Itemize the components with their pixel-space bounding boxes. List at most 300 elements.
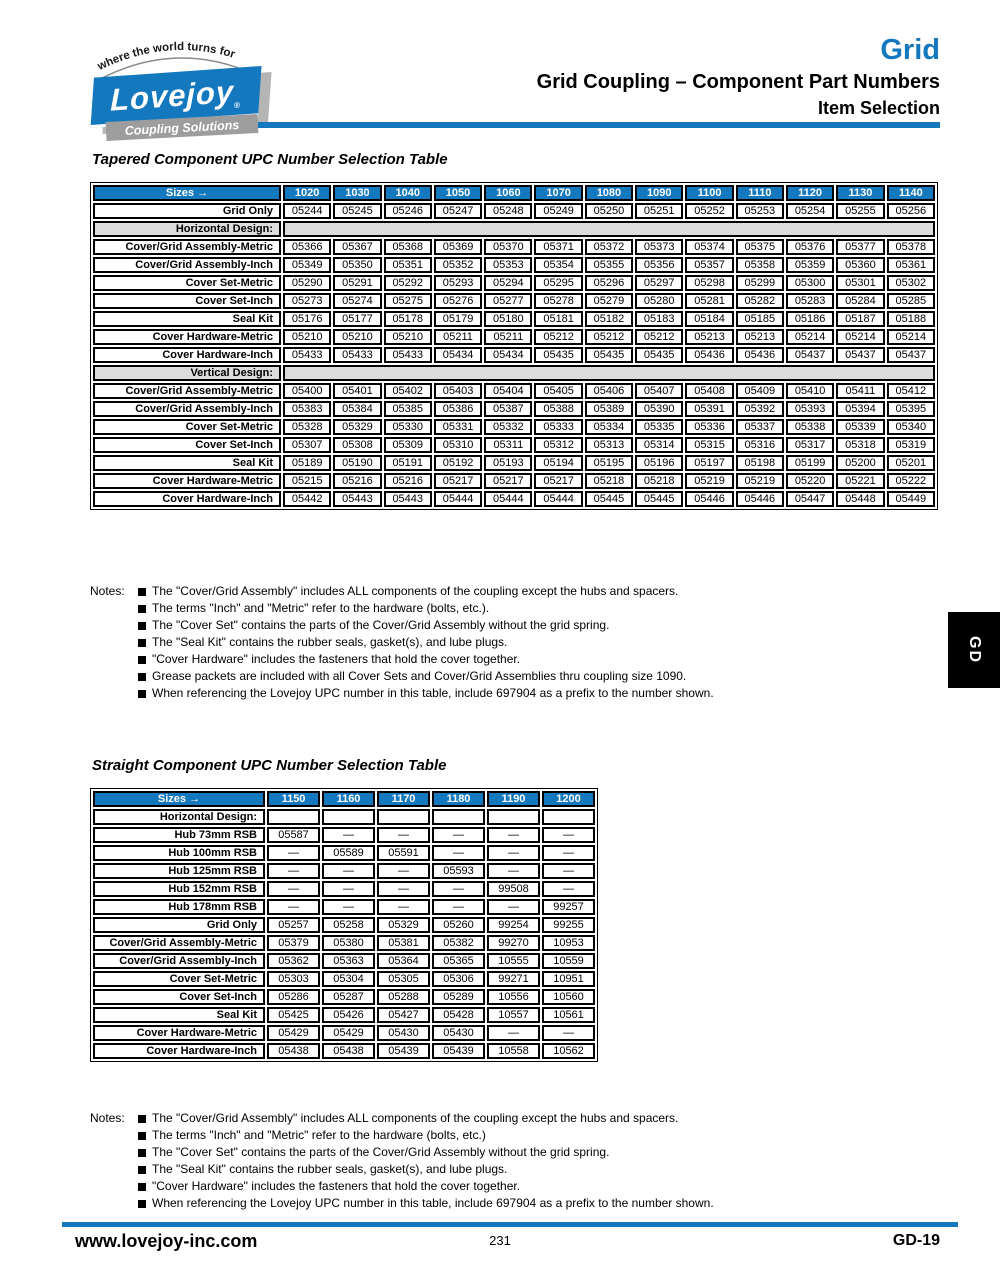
upc-cell: 05291	[333, 275, 381, 291]
upc-cell: 05305	[377, 971, 430, 987]
table-row	[93, 383, 935, 399]
row-label: Cover Hardware-Inch	[93, 1043, 265, 1059]
upc-cell: 05429	[267, 1025, 320, 1041]
upc-cell: 05349	[283, 257, 331, 273]
upc-cell: 05285	[887, 293, 935, 309]
size-column-header: 1180	[432, 791, 485, 807]
upc-cell: 05182	[585, 311, 633, 327]
upc-cell: 05273	[283, 293, 331, 309]
upc-cell: 10556	[487, 989, 540, 1005]
upc-cell: 05299	[736, 275, 784, 291]
square-bullet-icon	[138, 673, 146, 681]
upc-cell: 05587	[267, 827, 320, 843]
upc-cell: 05363	[322, 953, 375, 969]
upc-cell: 05433	[384, 347, 432, 363]
upc-cell: 05316	[736, 437, 784, 453]
upc-cell: 05256	[887, 203, 935, 219]
upc-cell: 05308	[333, 437, 381, 453]
square-bullet-icon	[138, 1200, 146, 1208]
note-item	[138, 1110, 714, 1127]
upc-cell: 05442	[283, 491, 331, 507]
upc-cell: 05447	[786, 491, 834, 507]
row-label: Seal Kit	[93, 455, 281, 471]
upc-cell: —	[487, 1025, 540, 1041]
upc-cell: —	[267, 845, 320, 861]
note-text: The terms "Inch" and "Metric" refer to the hardware (bolts, etc.)	[152, 1128, 486, 1142]
upc-cell: 05390	[635, 401, 683, 417]
upc-cell: 05369	[434, 239, 482, 255]
upc-cell: 05438	[322, 1043, 375, 1059]
upc-cell: 10953	[542, 935, 595, 951]
upc-cell: 05214	[786, 329, 834, 345]
upc-cell: 05351	[384, 257, 432, 273]
table-row	[93, 899, 595, 915]
upc-cell: 05359	[786, 257, 834, 273]
tapered-notes	[90, 583, 714, 702]
upc-cell: 05434	[434, 347, 482, 363]
row-label: Cover/Grid Assembly-Metric	[93, 239, 281, 255]
row-label: Hub 178mm RSB	[93, 899, 265, 915]
upc-cell: 05446	[736, 491, 784, 507]
note-item	[138, 617, 714, 634]
upc-cell: 05436	[685, 347, 733, 363]
upc-cell: 05449	[887, 491, 935, 507]
upc-cell: 05200	[836, 455, 884, 471]
table-row	[93, 329, 935, 345]
upc-cell: 05439	[377, 1043, 430, 1059]
upc-cell: 05373	[635, 239, 683, 255]
upc-cell: 05409	[736, 383, 784, 399]
note-text: The "Cover Set" contains the parts of the Cover/Grid Assembly without the grid spring.	[152, 618, 610, 632]
table-row	[93, 845, 595, 861]
upc-cell: 05217	[434, 473, 482, 489]
upc-cell	[432, 809, 485, 825]
row-label: Cover/Grid Assembly-Metric	[93, 383, 281, 399]
upc-cell: 05375	[736, 239, 784, 255]
upc-cell: 05300	[786, 275, 834, 291]
upc-cell: 05319	[887, 437, 935, 453]
table-row	[93, 275, 935, 291]
row-label: Cover Set-Metric	[93, 275, 281, 291]
row-label: Hub 100mm RSB	[93, 845, 265, 861]
table-row	[93, 257, 935, 273]
row-label: Cover Hardware-Metric	[93, 473, 281, 489]
upc-cell: 05219	[736, 473, 784, 489]
upc-cell: 05219	[685, 473, 733, 489]
upc-cell: 99257	[542, 899, 595, 915]
footer-page-code: GD-19	[892, 1232, 940, 1249]
upc-table	[90, 788, 598, 1062]
upc-cell: 05249	[534, 203, 582, 219]
upc-cell: 05427	[377, 1007, 430, 1023]
upc-cell: 05444	[434, 491, 482, 507]
upc-cell: 05328	[283, 419, 331, 435]
table-row	[93, 311, 935, 327]
upc-cell: 05407	[635, 383, 683, 399]
upc-cell: 05284	[836, 293, 884, 309]
upc-cell: 05381	[377, 935, 430, 951]
upc-cell: 05430	[432, 1025, 485, 1041]
upc-cell: —	[432, 899, 485, 915]
square-bullet-icon	[138, 656, 146, 664]
upc-cell: 05380	[322, 935, 375, 951]
square-bullet-icon	[138, 622, 146, 630]
size-column-header: 1160	[322, 791, 375, 807]
straight-upc-table	[90, 788, 598, 1062]
note-item	[138, 651, 714, 668]
size-column-header: 1020	[283, 185, 331, 201]
upc-cell: 05377	[836, 239, 884, 255]
upc-cell: 05443	[333, 491, 381, 507]
upc-cell: 05353	[484, 257, 532, 273]
note-text: "Cover Hardware" includes the fasteners that hold the cover together.	[152, 1179, 521, 1193]
upc-cell: 05194	[534, 455, 582, 471]
upc-cell: 05252	[685, 203, 733, 219]
upc-cell: 05217	[484, 473, 532, 489]
sizes-header-cell: Sizes →	[93, 791, 265, 807]
upc-cell: 05253	[736, 203, 784, 219]
footer-page-number: 231	[489, 1233, 511, 1248]
upc-cell: 05301	[836, 275, 884, 291]
upc-cell: 05318	[836, 437, 884, 453]
upc-cell: 05446	[685, 491, 733, 507]
note-text: The "Cover/Grid Assembly" includes ALL components of the coupling except the hubs and spacers.	[152, 1111, 679, 1125]
upc-cell: 05355	[585, 257, 633, 273]
upc-cell: 05186	[786, 311, 834, 327]
logo-brand-text: Lovejoy®	[110, 73, 242, 118]
upc-cell: 05286	[267, 989, 320, 1005]
table-row	[93, 917, 595, 933]
upc-cell: 10555	[487, 953, 540, 969]
logo-tagline-top: where the world turns for	[95, 40, 237, 73]
upc-cell: 05385	[384, 401, 432, 417]
row-label: Cover Hardware-Inch	[93, 347, 281, 363]
upc-cell: 05378	[887, 239, 935, 255]
note-text: The "Seal Kit" contains the rubber seals, gasket(s), and lube plugs.	[152, 1162, 508, 1176]
upc-cell: 05312	[534, 437, 582, 453]
square-bullet-icon	[138, 1183, 146, 1191]
upc-cell: 05274	[333, 293, 381, 309]
table-row	[93, 989, 595, 1005]
upc-cell: 05250	[585, 203, 633, 219]
upc-cell: 05362	[267, 953, 320, 969]
upc-cell: 99255	[542, 917, 595, 933]
upc-cell: 05313	[585, 437, 633, 453]
upc-cell: —	[487, 863, 540, 879]
upc-cell: 05411	[836, 383, 884, 399]
upc-cell: 05216	[384, 473, 432, 489]
upc-cell: 05386	[434, 401, 482, 417]
size-column-header: 1050	[434, 185, 482, 201]
upc-cell: 05430	[377, 1025, 430, 1041]
upc-cell: 05334	[585, 419, 633, 435]
square-bullet-icon	[138, 605, 146, 613]
upc-cell: 05212	[585, 329, 633, 345]
table-row	[93, 347, 935, 363]
size-column-header: 1130	[836, 185, 884, 201]
table-row	[93, 401, 935, 417]
upc-cell: 05434	[484, 347, 532, 363]
table-row	[93, 293, 935, 309]
square-bullet-icon	[138, 639, 146, 647]
table-row	[93, 455, 935, 471]
table-row	[93, 863, 595, 879]
row-label: Cover Hardware-Metric	[93, 1025, 265, 1041]
upc-cell: 05401	[333, 383, 381, 399]
upc-cell: 05218	[635, 473, 683, 489]
upc-cell: —	[377, 899, 430, 915]
upc-cell: 05589	[322, 845, 375, 861]
row-label: Horizontal Design:	[93, 809, 265, 825]
upc-cell: 05428	[432, 1007, 485, 1023]
upc-cell: 05214	[887, 329, 935, 345]
upc-cell: —	[432, 881, 485, 897]
upc-cell: 10559	[542, 953, 595, 969]
upc-cell: —	[432, 827, 485, 843]
row-label: Cover Hardware-Metric	[93, 329, 281, 345]
square-bullet-icon	[138, 1149, 146, 1157]
note-item	[138, 1127, 714, 1144]
upc-cell: 05183	[635, 311, 683, 327]
upc-cell: 05282	[736, 293, 784, 309]
logo-tagline-bottom: Coupling Solutions	[124, 117, 240, 138]
note-item	[138, 600, 714, 617]
header-category: Grid	[880, 34, 940, 66]
upc-cell: 05350	[333, 257, 381, 273]
row-label: Hub 152mm RSB	[93, 881, 265, 897]
upc-cell: 05177	[333, 311, 381, 327]
upc-cell: 05298	[685, 275, 733, 291]
table-row	[93, 203, 935, 219]
upc-cell	[487, 809, 540, 825]
square-bullet-icon	[138, 690, 146, 698]
upc-cell: 05201	[887, 455, 935, 471]
table-row	[93, 1043, 595, 1059]
upc-cell: 10951	[542, 971, 595, 987]
upc-cell: 05387	[484, 401, 532, 417]
table-row	[93, 239, 935, 255]
tapered-table-title: Tapered Component UPC Number Selection Table	[92, 151, 448, 168]
upc-cell: 05189	[283, 455, 331, 471]
upc-cell: 05357	[685, 257, 733, 273]
upc-cell: 05304	[322, 971, 375, 987]
table-row	[93, 935, 595, 951]
upc-cell: 05193	[484, 455, 532, 471]
upc-cell: 05302	[887, 275, 935, 291]
upc-cell: 05352	[434, 257, 482, 273]
upc-cell: 05245	[333, 203, 381, 219]
upc-cell: 05412	[887, 383, 935, 399]
note-item	[138, 1144, 714, 1161]
upc-cell: 05179	[434, 311, 482, 327]
upc-cell: 05437	[836, 347, 884, 363]
note-text: The terms "Inch" and "Metric" refer to the hardware (bolts, etc.).	[152, 601, 490, 615]
upc-cell: 05196	[635, 455, 683, 471]
upc-cell: —	[322, 899, 375, 915]
upc-cell: 05297	[635, 275, 683, 291]
upc-cell: 05294	[484, 275, 532, 291]
row-label: Hub 73mm RSB	[93, 827, 265, 843]
upc-cell: 05332	[484, 419, 532, 435]
row-label: Cover Set-Inch	[93, 437, 281, 453]
upc-table	[90, 182, 938, 510]
table-row	[93, 365, 935, 381]
upc-cell: 05436	[736, 347, 784, 363]
size-column-header: 1080	[585, 185, 633, 201]
upc-cell: 05217	[534, 473, 582, 489]
upc-cell: 05212	[534, 329, 582, 345]
row-label: Cover/Grid Assembly-Inch	[93, 401, 281, 417]
upc-cell: —	[322, 863, 375, 879]
upc-cell: 05292	[384, 275, 432, 291]
upc-cell: 05376	[786, 239, 834, 255]
upc-cell: 05210	[333, 329, 381, 345]
note-text: The "Cover/Grid Assembly" includes ALL components of the coupling except the hubs and spacers.	[152, 584, 679, 598]
note-text: Grease packets are included with all Cover Sets and Cover/Grid Assemblies thru coupling size 1090.	[152, 669, 687, 683]
upc-cell: 05295	[534, 275, 582, 291]
size-column-header: 1110	[736, 185, 784, 201]
note-item	[138, 583, 714, 600]
upc-cell: 10558	[487, 1043, 540, 1059]
upc-cell: 05448	[836, 491, 884, 507]
upc-cell: 05289	[432, 989, 485, 1005]
upc-cell: —	[542, 881, 595, 897]
upc-cell: 05435	[635, 347, 683, 363]
table-row	[93, 809, 595, 825]
upc-cell: 05365	[432, 953, 485, 969]
row-label: Cover Set-Metric	[93, 971, 265, 987]
section-edge-tab-label: GD	[966, 636, 983, 664]
registered-mark: ®	[234, 99, 242, 110]
upc-cell: 05437	[887, 347, 935, 363]
upc-cell	[267, 809, 320, 825]
upc-cell: 05191	[384, 455, 432, 471]
size-column-header: 1170	[377, 791, 430, 807]
upc-cell	[322, 809, 375, 825]
upc-cell: 05402	[384, 383, 432, 399]
upc-cell: 05388	[534, 401, 582, 417]
upc-cell: 05439	[432, 1043, 485, 1059]
upc-cell: 05405	[534, 383, 582, 399]
upc-cell: 05445	[585, 491, 633, 507]
upc-cell: 05246	[384, 203, 432, 219]
upc-cell: 05336	[685, 419, 733, 435]
upc-cell: 05443	[384, 491, 432, 507]
upc-cell: 10562	[542, 1043, 595, 1059]
table-row	[93, 1007, 595, 1023]
upc-cell	[377, 809, 430, 825]
upc-cell: 05303	[267, 971, 320, 987]
size-column-header: 1190	[487, 791, 540, 807]
upc-cell: 05361	[887, 257, 935, 273]
upc-cell: 05288	[377, 989, 430, 1005]
upc-cell: 05426	[322, 1007, 375, 1023]
upc-cell: —	[377, 863, 430, 879]
upc-cell: 05296	[585, 275, 633, 291]
upc-cell: 05222	[887, 473, 935, 489]
upc-cell: 05330	[384, 419, 432, 435]
upc-cell: 05315	[685, 437, 733, 453]
note-text: "Cover Hardware" includes the fasteners that hold the cover together.	[152, 652, 521, 666]
upc-cell: 05254	[786, 203, 834, 219]
note-text: When referencing the Lovejoy UPC number in this table, include 697904 as a prefix to the number shown.	[152, 686, 714, 700]
upc-cell: 05310	[434, 437, 482, 453]
page-title: Grid Coupling – Component Part Numbers	[536, 71, 940, 93]
note-item	[138, 685, 714, 702]
note-item	[138, 668, 714, 685]
row-label: Vertical Design:	[93, 365, 281, 381]
row-label: Hub 125mm RSB	[93, 863, 265, 879]
note-text: The "Seal Kit" contains the rubber seals, gasket(s), and lube plugs.	[152, 635, 508, 649]
row-label: Grid Only	[93, 203, 281, 219]
upc-cell: 05395	[887, 401, 935, 417]
size-column-header: 1060	[484, 185, 532, 201]
upc-cell: 05429	[322, 1025, 375, 1041]
note-text: When referencing the Lovejoy UPC number in this table, include 697904 as a prefix to the number shown.	[152, 1196, 714, 1210]
section-band	[283, 365, 935, 381]
notes-label: Notes:	[90, 584, 125, 598]
sizes-header-cell: Sizes →	[93, 185, 281, 201]
square-bullet-icon	[138, 1166, 146, 1174]
section-edge-tab	[948, 612, 1000, 688]
row-label: Cover/Grid Assembly-Inch	[93, 953, 265, 969]
upc-cell: 05338	[786, 419, 834, 435]
upc-cell: 05379	[267, 935, 320, 951]
upc-cell: 05275	[384, 293, 432, 309]
upc-cell: 05593	[432, 863, 485, 879]
footer-website: www.lovejoy-inc.com	[75, 1231, 258, 1251]
upc-cell: 05185	[736, 311, 784, 327]
upc-cell: 05213	[685, 329, 733, 345]
row-label: Cover Hardware-Inch	[93, 491, 281, 507]
upc-cell: 05212	[635, 329, 683, 345]
upc-cell: 05283	[786, 293, 834, 309]
square-bullet-icon	[138, 588, 146, 596]
table-row	[93, 221, 935, 237]
upc-cell: 05178	[384, 311, 432, 327]
upc-cell: 05374	[685, 239, 733, 255]
upc-cell: 05188	[887, 311, 935, 327]
section-band	[283, 221, 935, 237]
row-label: Seal Kit	[93, 311, 281, 327]
upc-cell: 05408	[685, 383, 733, 399]
upc-cell: 05331	[434, 419, 482, 435]
upc-cell: 05382	[432, 935, 485, 951]
upc-cell: 05287	[322, 989, 375, 1005]
upc-cell: 05329	[377, 917, 430, 933]
upc-cell: 05281	[685, 293, 733, 309]
upc-cell: 05199	[786, 455, 834, 471]
upc-cell: 99254	[487, 917, 540, 933]
upc-cell: 05215	[283, 473, 331, 489]
upc-cell: 05307	[283, 437, 331, 453]
upc-cell: 05247	[434, 203, 482, 219]
table-row	[93, 1025, 595, 1041]
upc-cell: 05433	[333, 347, 381, 363]
upc-cell: 05214	[836, 329, 884, 345]
tapered-upc-table	[90, 182, 938, 510]
lovejoy-logo	[82, 26, 282, 138]
row-label: Cover/Grid Assembly-Inch	[93, 257, 281, 273]
upc-cell: —	[542, 863, 595, 879]
upc-cell: 10560	[542, 989, 595, 1005]
row-label: Horizontal Design:	[93, 221, 281, 237]
upc-cell: 05340	[887, 419, 935, 435]
upc-cell: 05393	[786, 401, 834, 417]
square-bullet-icon	[138, 1132, 146, 1140]
upc-cell: 05210	[384, 329, 432, 345]
note-item	[138, 634, 714, 651]
